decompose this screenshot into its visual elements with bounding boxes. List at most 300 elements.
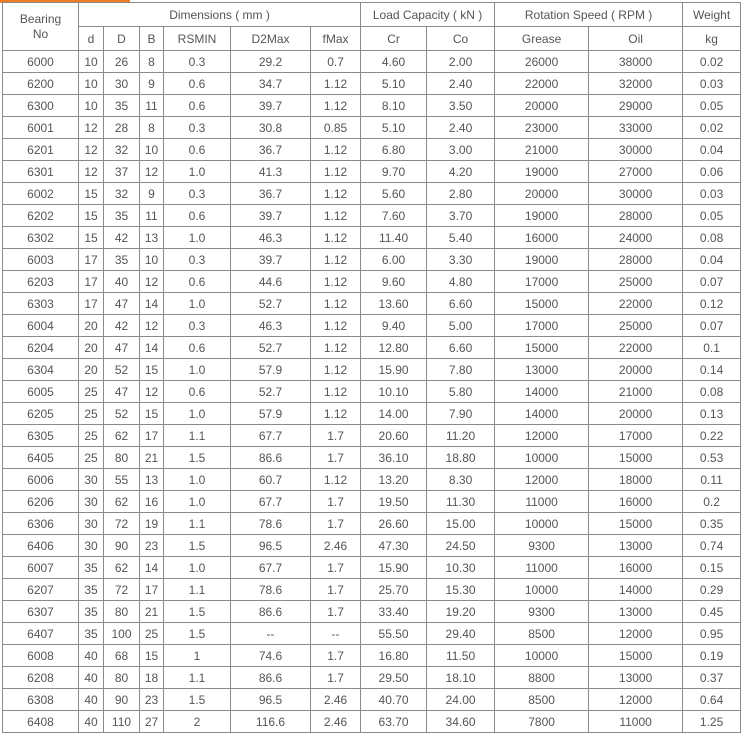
table-cell: 17000 (589, 425, 683, 447)
column-header: Cr (361, 27, 427, 51)
table-cell: 17 (79, 249, 104, 271)
bearing-no-cell: 6206 (3, 491, 79, 513)
table-cell: 110 (104, 711, 140, 733)
table-cell: 0.04 (683, 249, 741, 271)
table-row (3, 535, 741, 557)
table-cell: 1.12 (311, 469, 361, 491)
table-cell: 9 (140, 183, 164, 205)
table-cell: 30.8 (231, 117, 311, 139)
table-cell: 8500 (495, 623, 589, 645)
table-row (3, 711, 741, 733)
table-cell: 15.90 (361, 557, 427, 579)
table-cell: 35 (104, 249, 140, 271)
table-cell: 0.74 (683, 535, 741, 557)
table-cell: 22000 (589, 337, 683, 359)
table-cell: 12 (140, 271, 164, 293)
table-cell: 21000 (495, 139, 589, 161)
table-cell: 0.03 (683, 183, 741, 205)
table-cell: 9.60 (361, 271, 427, 293)
table-cell: 12.80 (361, 337, 427, 359)
table-cell: 19 (140, 513, 164, 535)
table-cell: 0.02 (683, 117, 741, 139)
table-cell: 25 (79, 447, 104, 469)
table-cell: 13000 (589, 535, 683, 557)
table-cell: 13 (140, 469, 164, 491)
table-cell: 4.80 (427, 271, 495, 293)
table-cell: 52 (104, 359, 140, 381)
table-cell: 60.7 (231, 469, 311, 491)
table-cell: 20000 (495, 183, 589, 205)
bearing-no-cell: 6306 (3, 513, 79, 535)
table-cell: 86.6 (231, 601, 311, 623)
bearing-no-cell: 6004 (3, 315, 79, 337)
table-cell: 78.6 (231, 513, 311, 535)
table-cell: 2.40 (427, 117, 495, 139)
column-header: d (79, 27, 104, 51)
table-cell: 0.3 (164, 249, 231, 271)
table-cell: 1.7 (311, 601, 361, 623)
table-cell: 52 (104, 403, 140, 425)
table-row (3, 403, 741, 425)
table-cell: 3.70 (427, 205, 495, 227)
table-cell: 15 (79, 205, 104, 227)
column-header: B (140, 27, 164, 51)
column-header: Grease (495, 27, 589, 51)
bearing-no-cell: 6300 (3, 95, 79, 117)
table-row (3, 117, 741, 139)
table-cell: 8 (140, 117, 164, 139)
table-cell: 15000 (495, 293, 589, 315)
table-cell: 27000 (589, 161, 683, 183)
table-row (3, 161, 741, 183)
table-cell: 1.0 (164, 161, 231, 183)
table-cell: 62 (104, 425, 140, 447)
table-cell: 12000 (495, 469, 589, 491)
table-cell: 1.1 (164, 667, 231, 689)
table-cell: 21 (140, 447, 164, 469)
table-cell: 6.60 (427, 337, 495, 359)
table-cell: 25 (140, 623, 164, 645)
table-cell: 39.7 (231, 205, 311, 227)
table-cell: 30 (79, 491, 104, 513)
table-row (3, 51, 741, 73)
table-row (3, 645, 741, 667)
table-cell: 23 (140, 689, 164, 711)
table-cell: 86.6 (231, 667, 311, 689)
table-row (3, 689, 741, 711)
table-row (3, 205, 741, 227)
table-cell: 12 (79, 117, 104, 139)
table-cell: 28000 (589, 205, 683, 227)
bearing-no-header-line1: Bearing (19, 11, 62, 26)
table-cell: 17000 (495, 315, 589, 337)
table-cell: 10000 (495, 579, 589, 601)
bearing-no-header-line2: No (32, 26, 49, 41)
column-header: Co (427, 27, 495, 51)
table-cell: 2.40 (427, 73, 495, 95)
table-cell: 26000 (495, 51, 589, 73)
weight-group-header: Weight (683, 3, 741, 27)
column-header: D (104, 27, 140, 51)
column-header: fMax (311, 27, 361, 51)
table-cell: 9300 (495, 601, 589, 623)
table-cell: 4.20 (427, 161, 495, 183)
bearing-no-cell: 6205 (3, 403, 79, 425)
header-group-row (3, 3, 741, 27)
table-cell: 11.40 (361, 227, 427, 249)
table-cell: 1.12 (311, 293, 361, 315)
table-cell: 13000 (589, 667, 683, 689)
table-row (3, 469, 741, 491)
table-cell: 1.12 (311, 337, 361, 359)
table-header (3, 3, 741, 51)
table-cell: 6.60 (427, 293, 495, 315)
table-cell: 1 (164, 645, 231, 667)
table-cell: 11.20 (427, 425, 495, 447)
bearing-no-cell: 6003 (3, 249, 79, 271)
column-header: Oil (589, 27, 683, 51)
table-cell: 13 (140, 227, 164, 249)
table-cell: 90 (104, 689, 140, 711)
table-cell: 62 (104, 557, 140, 579)
table-cell: 15000 (495, 337, 589, 359)
table-cell: 10000 (495, 447, 589, 469)
table-cell: 90 (104, 535, 140, 557)
table-cell: 10 (79, 73, 104, 95)
column-header: RSMIN (164, 27, 231, 51)
table-cell: 1.25 (683, 711, 741, 733)
table-cell: 30 (79, 469, 104, 491)
table-cell: 12000 (589, 689, 683, 711)
table-cell: 30000 (589, 139, 683, 161)
table-cell: 11.50 (427, 645, 495, 667)
table-cell: 5.40 (427, 227, 495, 249)
table-cell: 39.7 (231, 95, 311, 117)
table-cell: 1.12 (311, 73, 361, 95)
table-cell: 63.70 (361, 711, 427, 733)
table-cell: 0.06 (683, 161, 741, 183)
table-cell: 1.5 (164, 689, 231, 711)
table-cell: 32000 (589, 73, 683, 95)
table-cell: 0.02 (683, 51, 741, 73)
table-cell: 14 (140, 337, 164, 359)
table-cell: 14000 (589, 579, 683, 601)
table-row (3, 183, 741, 205)
table-cell: 29.40 (427, 623, 495, 645)
table-row (3, 293, 741, 315)
table-cell: 24.00 (427, 689, 495, 711)
table-cell: 55.50 (361, 623, 427, 645)
table-row (3, 491, 741, 513)
table-cell: 25000 (589, 271, 683, 293)
bearing-no-cell: 6307 (3, 601, 79, 623)
table-cell: 28 (104, 117, 140, 139)
bearing-no-cell: 6006 (3, 469, 79, 491)
table-cell: 8500 (495, 689, 589, 711)
rotation-speed-group-header: Rotation Speed ( RPM ) (495, 3, 683, 27)
table-cell: 1.0 (164, 557, 231, 579)
table-cell: 0.29 (683, 579, 741, 601)
table-cell: 0.15 (683, 557, 741, 579)
table-cell: 8800 (495, 667, 589, 689)
table-cell: 5.10 (361, 117, 427, 139)
table-cell: 3.00 (427, 139, 495, 161)
table-cell: 34.60 (427, 711, 495, 733)
table-cell: 23000 (495, 117, 589, 139)
table-cell: 1.0 (164, 469, 231, 491)
table-cell: 20 (79, 337, 104, 359)
table-row (3, 557, 741, 579)
table-cell: 80 (104, 667, 140, 689)
table-cell: 22000 (495, 73, 589, 95)
table-cell: 9300 (495, 535, 589, 557)
table-cell: 1.7 (311, 491, 361, 513)
table-cell: 0.35 (683, 513, 741, 535)
table-cell: 40 (79, 645, 104, 667)
table-cell: 10 (140, 139, 164, 161)
table-cell: 0.13 (683, 403, 741, 425)
table-cell: 5.60 (361, 183, 427, 205)
bearing-no-cell: 6207 (3, 579, 79, 601)
table-cell: 57.9 (231, 359, 311, 381)
table-cell: 67.7 (231, 425, 311, 447)
table-cell: 8.30 (427, 469, 495, 491)
table-cell: -- (311, 623, 361, 645)
table-cell: 3.50 (427, 95, 495, 117)
table-cell: 30 (79, 535, 104, 557)
table-cell: 1.1 (164, 425, 231, 447)
table-cell: 0.6 (164, 205, 231, 227)
table-cell: 62 (104, 491, 140, 513)
table-cell: 96.5 (231, 689, 311, 711)
table-cell: 1.12 (311, 95, 361, 117)
table-cell: 15 (140, 645, 164, 667)
table-cell: 26.60 (361, 513, 427, 535)
table-cell: 11 (140, 205, 164, 227)
table-cell: 35 (79, 601, 104, 623)
table-row (3, 601, 741, 623)
table-row (3, 315, 741, 337)
table-cell: 1.12 (311, 359, 361, 381)
table-cell: 20000 (589, 359, 683, 381)
table-cell: 10 (79, 95, 104, 117)
table-cell: 8 (140, 51, 164, 73)
table-row (3, 381, 741, 403)
table-cell: 46.3 (231, 315, 311, 337)
table-cell: 29000 (589, 95, 683, 117)
table-cell: 1.5 (164, 623, 231, 645)
table-row (3, 227, 741, 249)
table-cell: 39.7 (231, 249, 311, 271)
table-cell: 19000 (495, 161, 589, 183)
table-cell: 0.85 (311, 117, 361, 139)
table-cell: 0.53 (683, 447, 741, 469)
table-cell: 7.90 (427, 403, 495, 425)
table-cell: 0.6 (164, 73, 231, 95)
column-header: D2Max (231, 27, 311, 51)
table-cell: 0.6 (164, 95, 231, 117)
table-cell: 7.80 (427, 359, 495, 381)
bearing-no-cell: 6000 (3, 51, 79, 73)
table-cell: 1.7 (311, 447, 361, 469)
table-cell: 18000 (589, 469, 683, 491)
table-cell: 35 (104, 95, 140, 117)
table-cell: 22000 (589, 293, 683, 315)
table-cell: 46.3 (231, 227, 311, 249)
table-cell: 38000 (589, 51, 683, 73)
table-row (3, 667, 741, 689)
table-cell: 18.10 (427, 667, 495, 689)
table-cell: 7.60 (361, 205, 427, 227)
table-cell: 26 (104, 51, 140, 73)
table-cell: 40 (79, 711, 104, 733)
table-cell: 40 (104, 271, 140, 293)
bearing-no-cell: 6301 (3, 161, 79, 183)
table-cell: 0.08 (683, 227, 741, 249)
table-cell: 0.64 (683, 689, 741, 711)
bearing-no-cell: 6203 (3, 271, 79, 293)
table-cell: 15.00 (427, 513, 495, 535)
table-cell: 30 (79, 513, 104, 535)
table-cell: 44.6 (231, 271, 311, 293)
table-cell: 5.80 (427, 381, 495, 403)
table-row (3, 513, 741, 535)
table-cell: 12000 (589, 623, 683, 645)
table-cell: 1.7 (311, 513, 361, 535)
table-cell: 47 (104, 381, 140, 403)
table-cell: 1.12 (311, 249, 361, 271)
table-cell: 1.12 (311, 403, 361, 425)
table-cell: 0.45 (683, 601, 741, 623)
table-cell: 9.40 (361, 315, 427, 337)
table-cell: 16000 (589, 557, 683, 579)
table-cell: 1.7 (311, 579, 361, 601)
table-cell: 15 (79, 227, 104, 249)
table-cell: 16.80 (361, 645, 427, 667)
table-cell: 20000 (495, 95, 589, 117)
table-cell: 74.6 (231, 645, 311, 667)
table-cell: 32 (104, 139, 140, 161)
table-cell: 17 (140, 579, 164, 601)
table-cell: 5.00 (427, 315, 495, 337)
table-cell: 19.50 (361, 491, 427, 513)
table-row (3, 95, 741, 117)
table-cell: 2.46 (311, 711, 361, 733)
table-cell: 1.5 (164, 601, 231, 623)
table-row (3, 271, 741, 293)
table-cell: 24000 (589, 227, 683, 249)
table-cell: 4.60 (361, 51, 427, 73)
table-cell: 16000 (495, 227, 589, 249)
table-cell: 34.7 (231, 73, 311, 95)
bearing-no-cell: 6202 (3, 205, 79, 227)
table-cell: 42 (104, 227, 140, 249)
table-cell: 35 (79, 623, 104, 645)
table-cell: 67.7 (231, 491, 311, 513)
table-cell: 15.90 (361, 359, 427, 381)
table-cell: 1.0 (164, 403, 231, 425)
table-cell: 19000 (495, 205, 589, 227)
table-cell: 11000 (589, 711, 683, 733)
table-cell: 0.6 (164, 139, 231, 161)
table-cell: 17 (140, 425, 164, 447)
table-cell: 11.30 (427, 491, 495, 513)
table-cell: 13000 (495, 359, 589, 381)
table-cell: 33.40 (361, 601, 427, 623)
load-capacity-group-header: Load Capacity ( kN ) (361, 3, 495, 27)
table-cell: 96.5 (231, 535, 311, 557)
table-cell: -- (231, 623, 311, 645)
table-cell: 12 (140, 161, 164, 183)
table-cell: 15000 (589, 645, 683, 667)
table-cell: 15 (140, 359, 164, 381)
table-cell: 0.19 (683, 645, 741, 667)
table-cell: 57.9 (231, 403, 311, 425)
table-cell: 52.7 (231, 381, 311, 403)
table-cell: 25 (79, 381, 104, 403)
bearing-no-cell: 6001 (3, 117, 79, 139)
table-cell: 13.60 (361, 293, 427, 315)
table-cell: 1.12 (311, 139, 361, 161)
table-cell: 0.95 (683, 623, 741, 645)
table-cell: 0.12 (683, 293, 741, 315)
table-cell: 1.12 (311, 183, 361, 205)
bearing-no-cell: 6407 (3, 623, 79, 645)
table-cell: 21000 (589, 381, 683, 403)
table-cell: 23 (140, 535, 164, 557)
bearing-spec-table (2, 2, 741, 733)
table-cell: 42 (104, 315, 140, 337)
table-cell: 15.30 (427, 579, 495, 601)
table-cell: 0.3 (164, 51, 231, 73)
bearing-no-cell: 6305 (3, 425, 79, 447)
table-cell: 5.10 (361, 73, 427, 95)
table-row (3, 139, 741, 161)
bearing-no-cell: 6408 (3, 711, 79, 733)
table-cell: 80 (104, 447, 140, 469)
column-header: kg (683, 27, 741, 51)
table-cell: 18 (140, 667, 164, 689)
table-cell: 15 (140, 403, 164, 425)
bearing-no-cell: 6405 (3, 447, 79, 469)
bearing-no-cell: 6007 (3, 557, 79, 579)
table-cell: 19000 (495, 249, 589, 271)
table-cell: 1.12 (311, 227, 361, 249)
table-cell: 36.7 (231, 139, 311, 161)
table-cell: 52.7 (231, 293, 311, 315)
table-cell: 2 (164, 711, 231, 733)
bearing-no-cell: 6002 (3, 183, 79, 205)
table-cell: 11000 (495, 557, 589, 579)
table-cell: 16000 (589, 491, 683, 513)
table-cell: 41.3 (231, 161, 311, 183)
table-cell: 1.0 (164, 293, 231, 315)
table-cell: 8.10 (361, 95, 427, 117)
table-row (3, 359, 741, 381)
table-cell: 40 (79, 667, 104, 689)
table-cell: 14000 (495, 403, 589, 425)
table-cell: 6.80 (361, 139, 427, 161)
table-cell: 18.80 (427, 447, 495, 469)
table-cell: 52.7 (231, 337, 311, 359)
table-cell: 1.7 (311, 667, 361, 689)
table-cell: 14000 (495, 381, 589, 403)
table-cell: 20 (79, 315, 104, 337)
table-cell: 2.46 (311, 689, 361, 711)
table-cell: 67.7 (231, 557, 311, 579)
table-cell: 12 (140, 315, 164, 337)
table-cell: 14 (140, 293, 164, 315)
